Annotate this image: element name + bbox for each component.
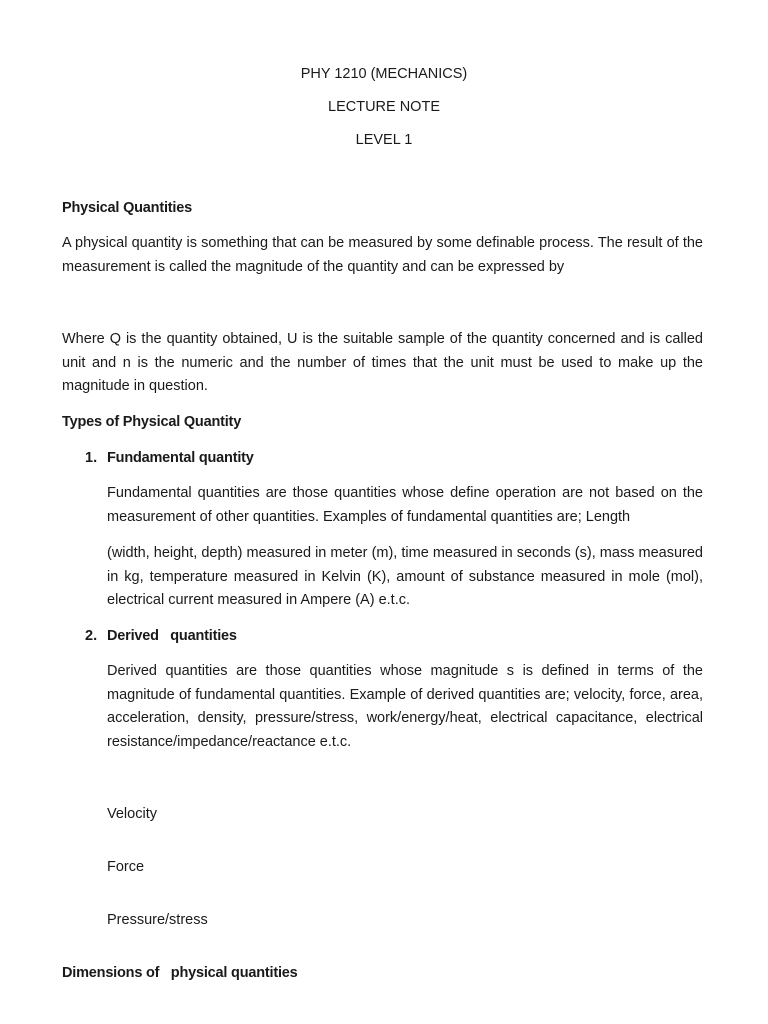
course-title: PHY 1210 (MECHANICS) (300, 66, 468, 82)
example-velocity: Velocity (107, 806, 157, 822)
section-heading-physical-quantities: Physical Quantities (62, 200, 192, 216)
example-pressure: Pressure/stress (107, 912, 208, 928)
paragraph-definition: A physical quantity is something that can be measured by some definable process. The result of the measurement is called the magnitude of the quantity and can be expressed by (62, 235, 703, 275)
section-heading-dimensions: Dimensions of physical quantities (62, 965, 298, 981)
list-number-2: 2. (85, 628, 98, 644)
paragraph-derived: Derived quantities are those quantities whose magnitude s is defined in terms of the magnitude of fundamental quantities. Example of derived quantities are; velocity, force, area, acceleration, density, pressure/stress, work/energy/heat, electrical capacitance, electrical resistance/impedance/reactance e.t.c. (107, 663, 703, 750)
item-heading-fundamental: Fundamental quantity (107, 450, 254, 466)
section-heading-types: Types of Physical Quantity (62, 414, 242, 430)
paragraph-explanation: Where Q is the quantity obtained, U is the suitable sample of the quantity concerned and is called unit and n is the numeric and the number of times that the unit must be used to make up the magnitude in question. (62, 331, 703, 394)
paragraph-fundamental-2: (width, height, depth) measured in meter (m), time measured in seconds (s), mass measured in kg, temperature measured in Kelvin (K), amount of substance measured in mole (mol), electrical current measured in Ampere (A) e.t.c. (107, 545, 703, 608)
example-force: Force (107, 859, 145, 875)
item-heading-derived: Derived quantities (107, 628, 237, 644)
doc-type: LECTURE NOTE (328, 99, 440, 115)
level-label: LEVEL 1 (355, 132, 413, 148)
paragraph-fundamental-1: Fundamental quantities are those quantities whose define operation are not based on the measurement of other quantities. Examples of fundamental quantities are; Length (107, 485, 703, 525)
list-number-1: 1. (85, 450, 98, 466)
